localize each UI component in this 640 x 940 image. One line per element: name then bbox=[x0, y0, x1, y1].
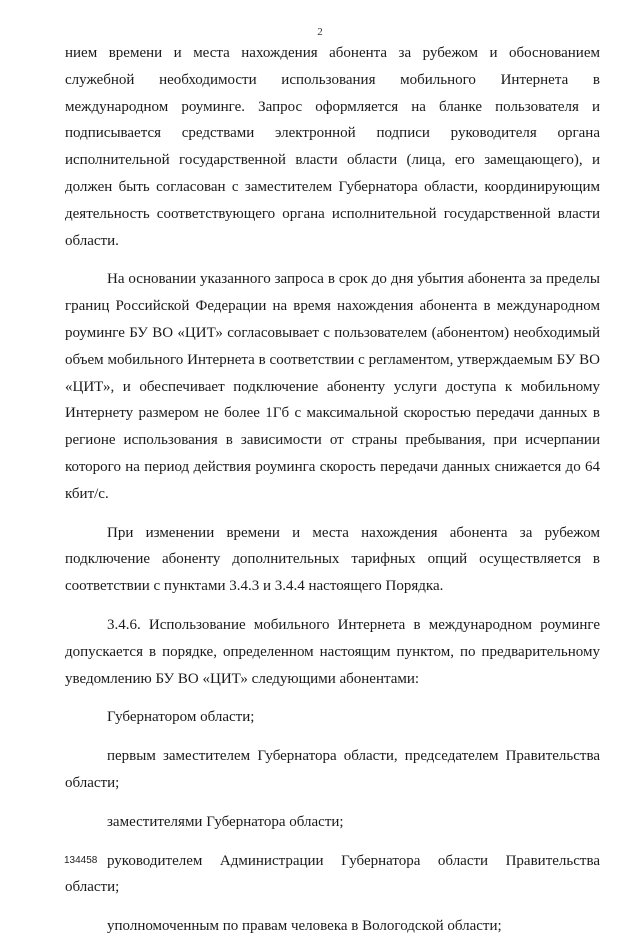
list-item: руководителем Администрации Губернатора области Правительства области; bbox=[65, 852, 600, 896]
list-item: уполномоченным по правам человека в Вологодской области; bbox=[107, 918, 502, 935]
document-code: 134458 bbox=[64, 855, 98, 866]
document-body bbox=[65, 40, 600, 940]
paragraph: При изменении времени и места нахождения абонента за рубежом подключение абоненту дополнительных тарифных опций осуществляется в соответствии с пунктами 3.4.3 и 3.4.4 настоящего Порядка. bbox=[65, 524, 600, 595]
page-number: 2 bbox=[317, 26, 323, 38]
paragraph: На основании указанного запроса в срок до дня убытия абонента за пределы границ Российской Федерации на время нахождения абонента в международном роуминге БУ ВО «ЦИТ» согласовывает с пользователем (абонентом) необходимый объем мобильного Интернета в соответствии с регламентом, утверждаемым БУ ВО «ЦИТ», и обеспечивает подключение абоненту услуги доступа к мобильному Интернету размером не более 1Гб с максимальной скоростью передачи данных в регионе использования в зависимости от страны пребывания, при исчерпании которого на период действия роуминга скорость передачи данных снижается до 64 кбит/с. bbox=[65, 271, 600, 502]
list-item: заместителями Губернатора области; bbox=[107, 813, 344, 830]
list-item: Губернатором области; bbox=[107, 709, 255, 726]
list-item: первым заместителем Губернатора области, председателем Правительства области; bbox=[65, 748, 600, 791]
paragraph-continuation: нием времени и места нахождения абонента за рубежом и обоснованием служебной необходимости использования мобильного Интернета в международном роуминге. Запрос оформляется на бланке пользователя и подписывается средствами электронной подписи руководителя органа исполнительной государственной власти области (лица, его замещающего), и должен быть согласован с заместителем Губернатора области, координирующим деятельность соответствующего органа исполнительной государственной власти области. bbox=[65, 45, 600, 249]
section-3-4-6: 3.4.6. Использование мобильного Интернета в международном роуминге допускается в порядке, определенном настоящим пунктом, по предварительному уведомлению БУ ВО «ЦИТ» следующими абонентами: bbox=[65, 616, 600, 687]
